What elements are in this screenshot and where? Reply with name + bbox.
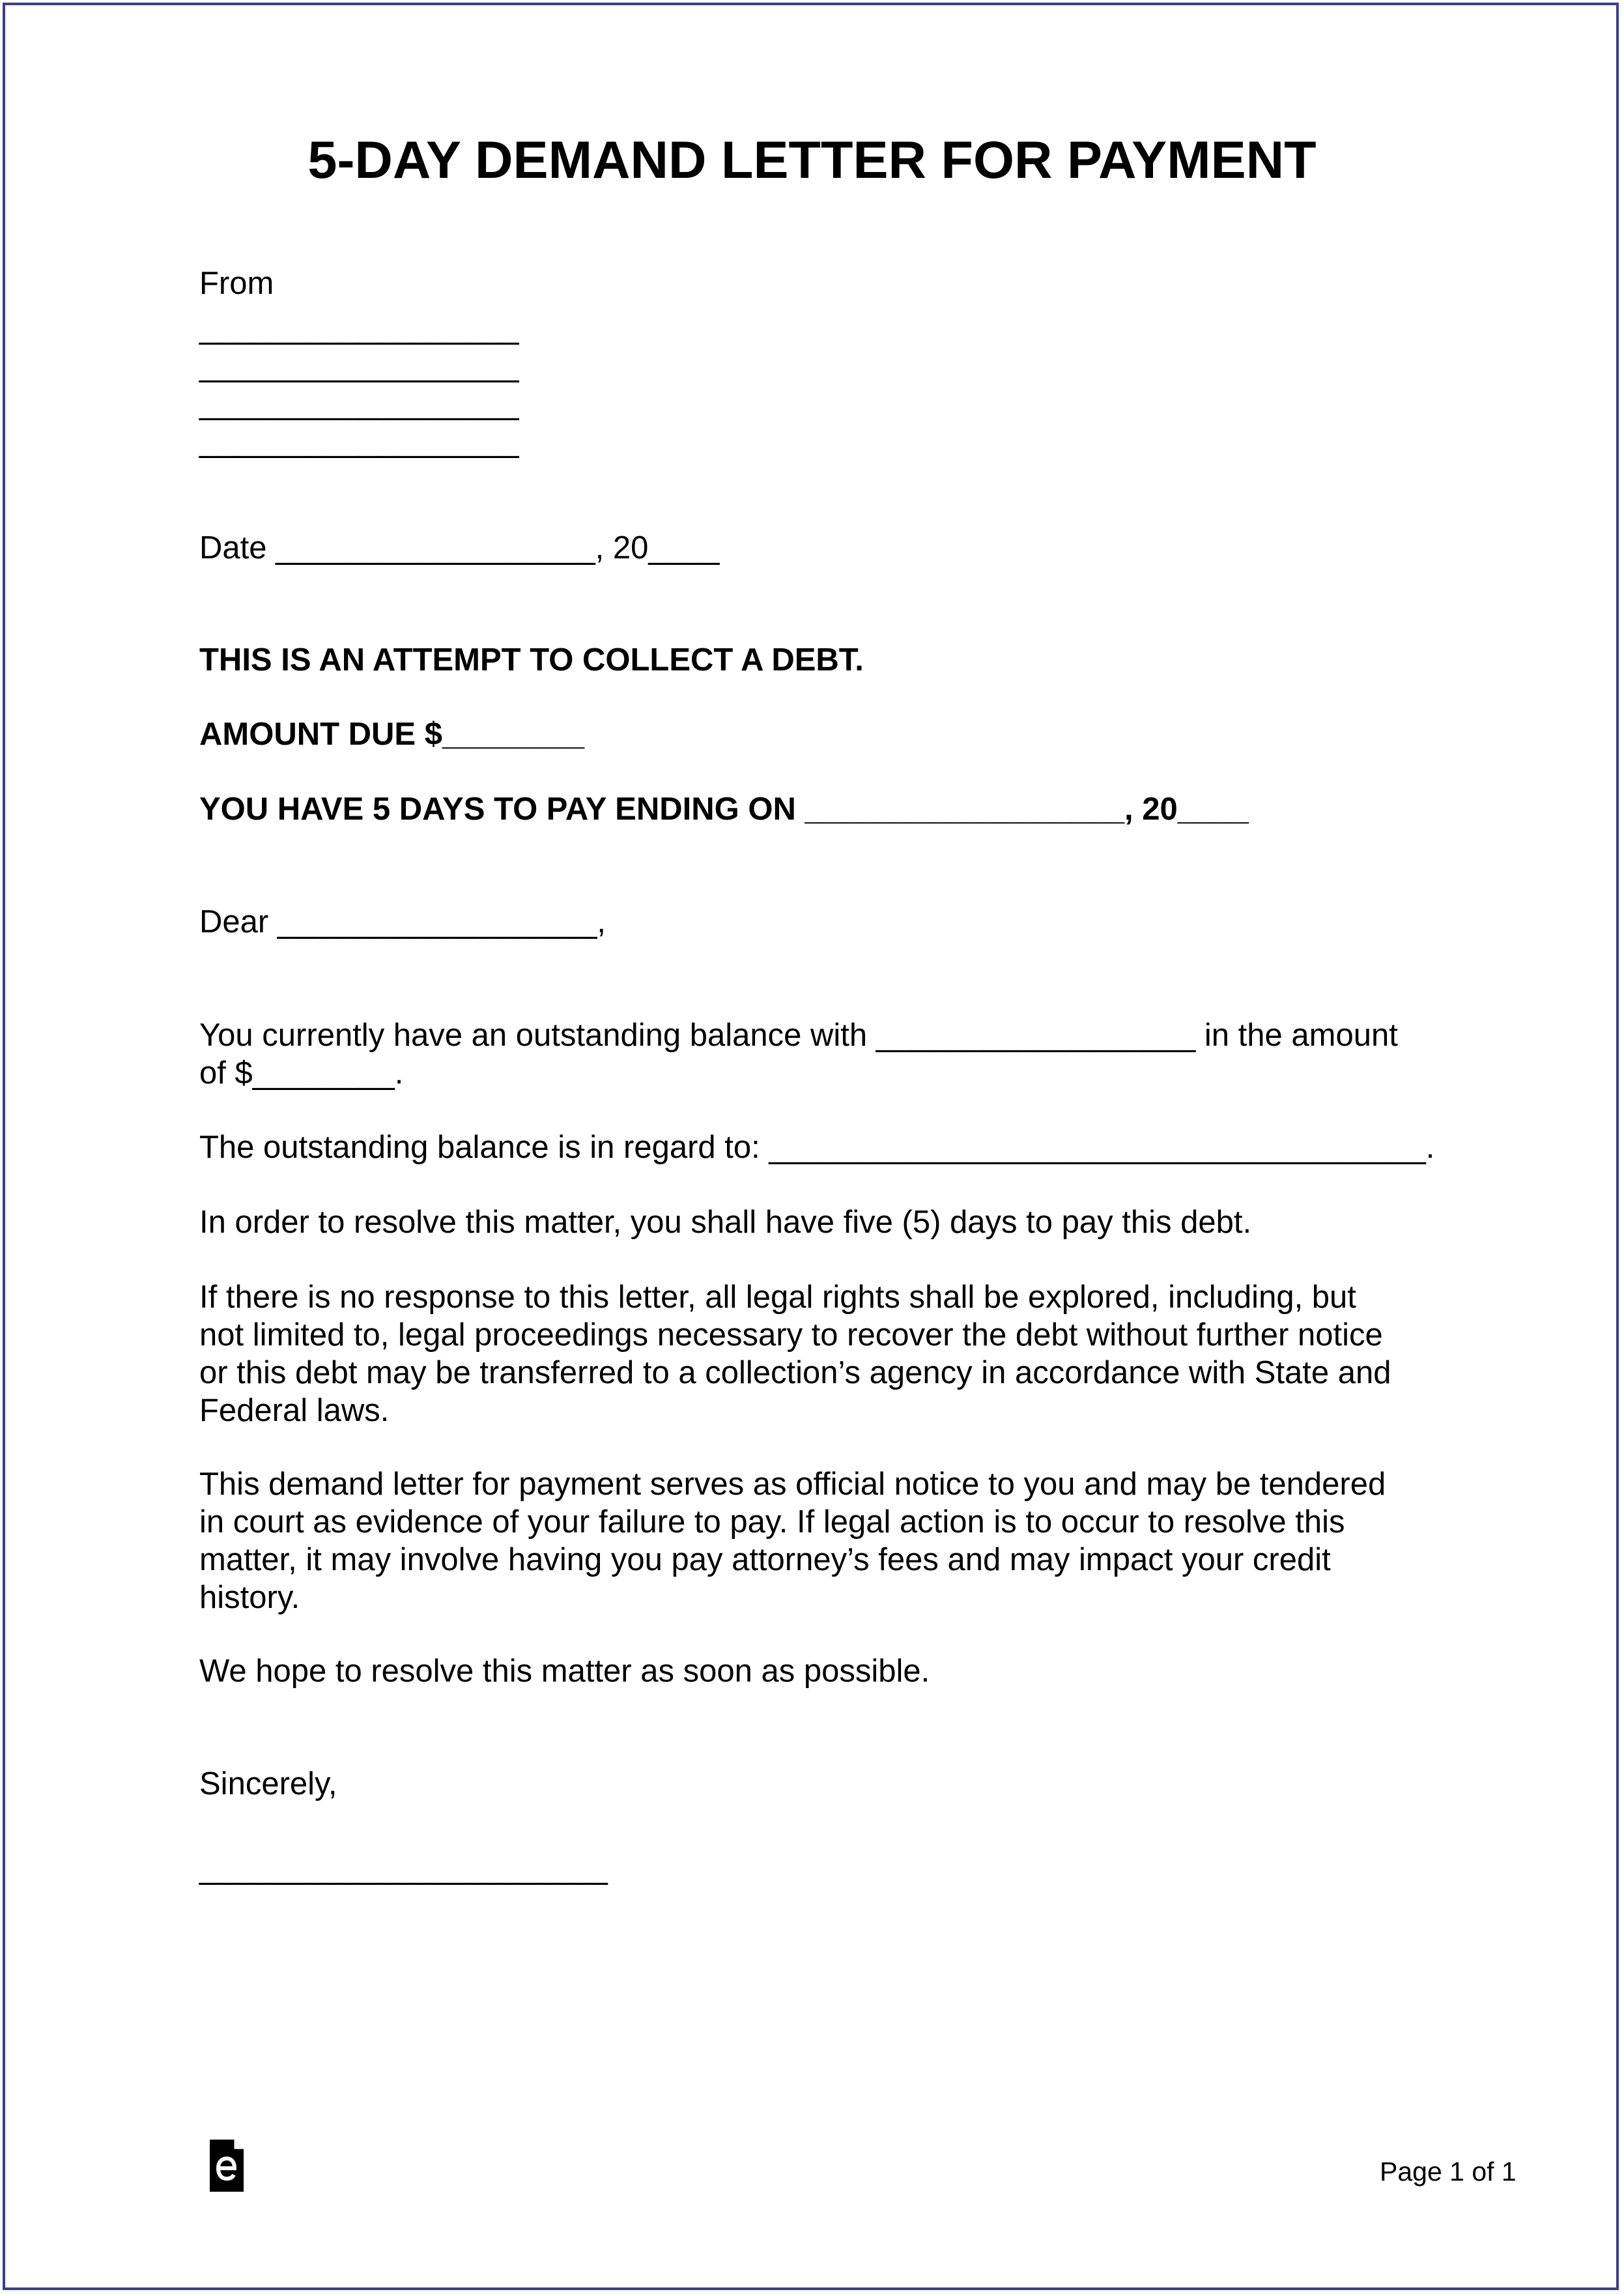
from-line-1: __________________	[199, 310, 519, 345]
paragraph-resolve: We hope to resolve this matter as soon as possible.	[199, 1654, 930, 1689]
document-logo-icon	[207, 2138, 246, 2193]
salutation: Dear __________________,	[199, 904, 606, 939]
from-label: From	[199, 266, 274, 301]
paragraph-official-notice: This demand letter for payment serves as official notice to you and may be tendered in court as evidence of your failure to pay. If legal action is to occur to resolve this matter, it may involve having you pay attorney’s fees and may impact your credit history.	[199, 1467, 1386, 1615]
from-line-2: __________________	[199, 348, 519, 383]
date-line: Date __________________, 20____	[199, 530, 720, 566]
paragraph-legal-rights: If there is no response to this letter, all legal rights shall be explored, including, but not limited to, legal proceedings necessary to recover the debt without further notice or this debt may be transferred to a collection’s agency in accordance with State and Federal laws.	[199, 1280, 1391, 1428]
paragraph-five-days: In order to resolve this matter, you shall have five (5) days to pay this debt.	[199, 1205, 1252, 1240]
debt-notice: THIS IS AN ATTEMPT TO COLLECT A DEBT.	[199, 642, 864, 678]
document-title: 5-DAY DEMAND LETTER FOR PAYMENT	[307, 131, 1317, 190]
paragraph-regard-to: The outstanding balance is in regard to: _____________________________________.	[199, 1130, 1435, 1165]
days-to-pay-line: YOU HAVE 5 DAYS TO PAY ENDING ON __________________, 20____	[199, 792, 1249, 827]
amount-due-line: AMOUNT DUE $________	[199, 717, 584, 752]
paragraph-outstanding-balance: You currently have an outstanding balance with __________________ in the amount of $________.	[199, 1018, 1398, 1091]
from-line-4: __________________	[199, 423, 519, 459]
signature-line: _______________________	[199, 1850, 608, 1885]
page-number: Page 1 of 1	[1380, 2157, 1517, 2186]
closing: Sincerely,	[199, 1766, 337, 1801]
from-line-3: __________________	[199, 386, 519, 421]
